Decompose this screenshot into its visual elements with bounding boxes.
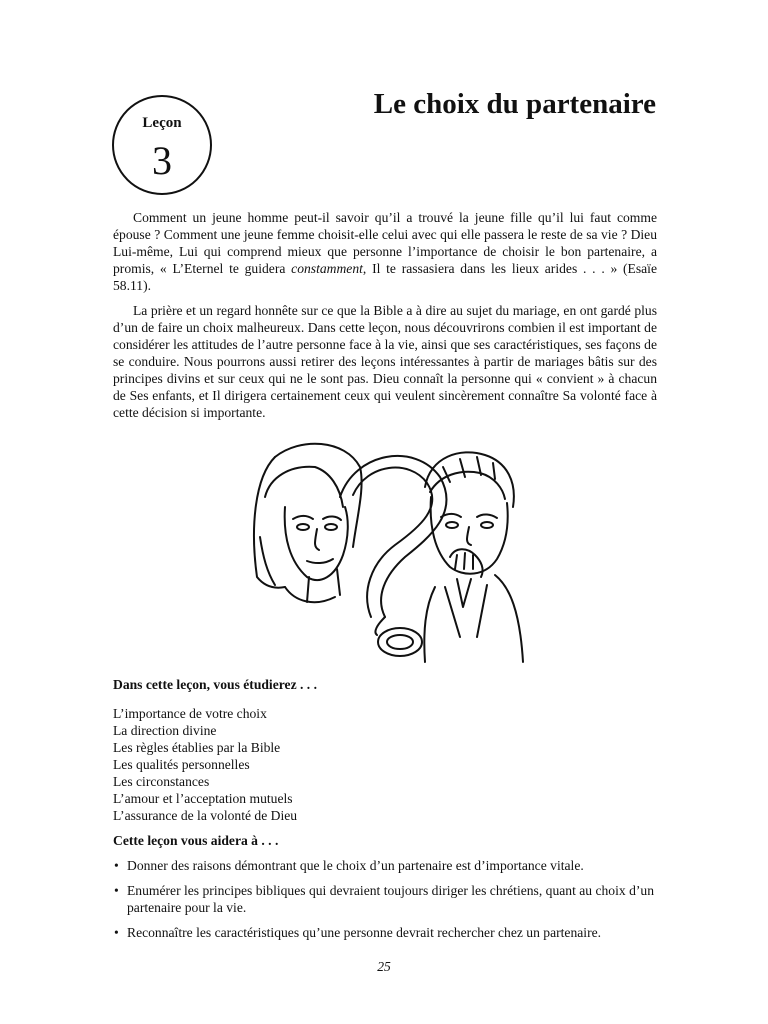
lesson-badge	[112, 95, 212, 195]
couple-question-mark-illustration	[245, 437, 525, 669]
page-title: Le choix du partenaire	[373, 88, 656, 120]
page-number: 25	[377, 959, 391, 974]
bullet-icon: •	[114, 858, 119, 873]
study-heading: Dans cette leçon, vous étudierez . . .	[113, 677, 317, 692]
list-item: L’assurance de la volonté de Dieu	[113, 808, 298, 823]
objective-text: Reconnaître les caractéristiques qu’une personne devrait rechercher chez un partenaire.	[127, 925, 602, 940]
list-item: L’amour et l’acceptation mutuels	[113, 791, 293, 806]
objective-item	[113, 857, 657, 874]
list-item: Les circonstances	[113, 774, 210, 789]
objective-item	[113, 882, 657, 916]
list-item: La direction divine	[113, 723, 217, 738]
list-item: L’importance de votre choix	[113, 706, 267, 721]
list-item: Les règles établies par la Bible	[113, 740, 281, 755]
lesson-label: Leçon	[142, 115, 182, 131]
lesson-number: 3	[152, 138, 172, 183]
paragraph-1-start: Comment un jeune homme peut-il savoir qu’il a trouvé la jeune fille qu’il lui faut comme épouse ? Comment une jeune femme choisit-elle celui avec qui elle passera le reste de sa vie ? Dieu Lui-même, Lui qui comprend mieux que personne l’importance de choisir le bon partenaire, a promis, « L’Eternel te guidera	[113, 210, 657, 276]
intro-text	[113, 209, 657, 429]
lesson-overview	[113, 676, 657, 949]
emphasis-constamment: constamment	[291, 261, 363, 276]
objective-text: Enumérer les principes bibliques qui devraient toujours diriger les chrétiens, quant au choix d’un partenaire pour la vie.	[127, 883, 654, 915]
intro-paragraph-2: La prière et un regard honnête sur ce que la Bible a à dire au sujet du mariage, en ont gardé plus d’un de faire un choix malheureux. Dans cette leçon, nous découvrirons combien il est important de considérer les attitudes de l’autre personne face à la vie, ainsi que ses caractéristiques, ses façons de se conduire. Nous pourrons aussi retirer des leçons intéressantes à partir de mariages bâtis sur des principes divins et sur ceux qui ne le sont pas. Dieu connaît la personne qui « convient » à chacun de Ses enfants, et Il dirigera certainement ceux qui veulent sincèrement connaître Sa volonté face à cette décision si importante.	[113, 303, 657, 420]
paragraph-1-end: , Il te rassasiera dans les lieux arides . . . » (Esaïe 58.11).	[113, 261, 657, 293]
bullet-icon: •	[114, 925, 119, 940]
objective-text: Donner des raisons démontrant que le choix d’un partenaire est d’importance vitale.	[127, 858, 584, 873]
list-item: Les qualités personnelles	[113, 757, 250, 772]
intro-paragraph-1	[113, 209, 657, 294]
study-topics	[113, 705, 657, 824]
bullet-icon: •	[114, 883, 119, 898]
objective-item	[113, 924, 657, 941]
objectives-list	[113, 857, 657, 941]
objectives-heading: Cette leçon vous aidera à . . .	[113, 833, 279, 848]
